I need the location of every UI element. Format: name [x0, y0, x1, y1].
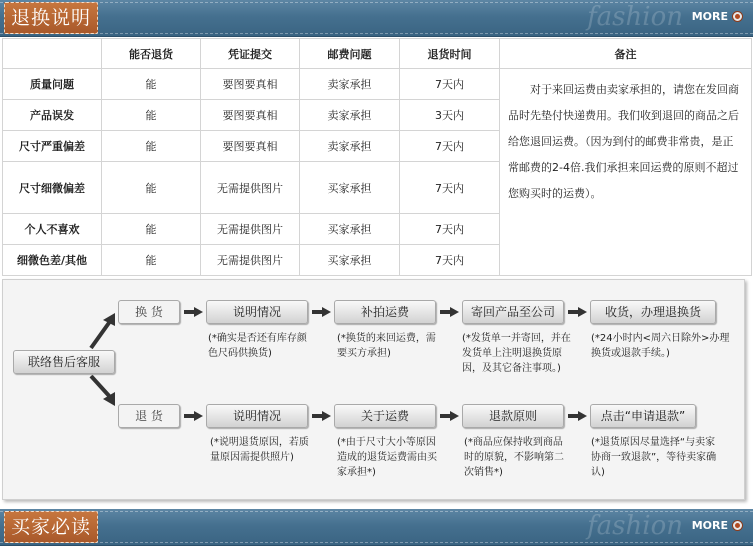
table-cell: 无需提供图片	[201, 245, 300, 276]
arrow-right-icon	[440, 307, 460, 317]
exchange-step-explain: 说明情况	[206, 300, 308, 324]
header-cell	[3, 39, 102, 69]
refund-step-shipping: 关于运费	[334, 404, 436, 428]
row-label: 细微色差/其他	[3, 245, 102, 276]
row-label: 质量问题	[3, 69, 102, 100]
refund-step-principle: 退款原则	[462, 404, 564, 428]
exchange-step-return: 寄回产品至公司	[462, 300, 564, 324]
exchange-note: (*24小时内<周六日除外>办理换货或退款手续。)	[591, 333, 730, 359]
table-cell: 无需提供图片	[201, 214, 300, 245]
header-cell: 退货时间	[400, 39, 500, 69]
note-cell	[500, 69, 752, 276]
exchange-note: (*确实是否还有库存颜色尺码供换货)	[208, 333, 307, 359]
table-cell: 要图要真相	[201, 69, 300, 100]
arrow-right-icon	[568, 411, 588, 421]
more-link[interactable]	[692, 10, 743, 23]
table-cell: 要图要真相	[201, 100, 300, 131]
more-link[interactable]	[692, 519, 743, 532]
refund-step-apply: 点击“申请退款”	[590, 404, 696, 428]
table-cell: 能	[102, 100, 201, 131]
table-cell: 3天内	[400, 100, 500, 131]
exchange-step-shipping: 补拍运费	[334, 300, 436, 324]
section-title: 买家必读	[4, 511, 98, 543]
row-label: 产品误发	[3, 100, 102, 131]
table-cell: 7天内	[400, 162, 500, 214]
contact-service-step: 联络售后客服	[13, 350, 115, 374]
arrow-right-icon	[184, 307, 204, 317]
exchange-step-process: 收货，办理退换货	[590, 300, 716, 324]
header-cell: 凭证提交	[201, 39, 300, 69]
header-cell: 备注	[500, 39, 752, 69]
arrow-right-icon	[312, 411, 332, 421]
more-label[interactable]: MORE	[691, 10, 728, 23]
more-label[interactable]: MORE	[691, 519, 728, 532]
exchange-note: (*发货单一并寄回，并在发货单上注明退换货原因，及其它备注事项。)	[462, 333, 571, 374]
header-cell: 能否退货	[102, 39, 201, 69]
refund-label: 退 货	[118, 404, 180, 428]
note-text: 对于来回运费由卖家承担的，请您在发回商品时先垫付快递费用。我们收到退回的商品之后给您退回运费。（因为到付的邮费非常贵，是正常邮费的2-4倍.我们承担来回运费的原则不超过您购买时的运费）。	[508, 83, 739, 200]
return-policy-table	[2, 38, 752, 276]
arrow-right-icon	[440, 411, 460, 421]
top-banner	[0, 0, 753, 37]
table-cell: 能	[102, 69, 201, 100]
refund-note: (*商品应保持收到商品时的原貌，不影响第二次销售*)	[464, 437, 564, 478]
table-cell: 7天内	[400, 245, 500, 276]
exchange-label: 换 货	[118, 300, 180, 324]
bottom-banner	[0, 509, 753, 546]
table-cell: 7天内	[400, 131, 500, 162]
table-cell: 卖家承担	[300, 131, 400, 162]
table-cell: 卖家承担	[300, 69, 400, 100]
section-title: 退换说明	[4, 2, 98, 34]
after-sales-flowchart	[2, 279, 745, 500]
more-circle-icon[interactable]	[732, 11, 743, 22]
arrow-right-icon	[312, 307, 332, 317]
arrow-right-icon	[184, 411, 204, 421]
watermark-text: fashion	[587, 511, 683, 541]
table-cell: 7天内	[400, 69, 500, 100]
table-cell: 能	[102, 214, 201, 245]
branch-up-line	[91, 320, 111, 348]
refund-note: (*说明退货原因，若质量原因需提供照片)	[210, 437, 309, 463]
table-cell: 7天内	[400, 214, 500, 245]
table-cell: 能	[102, 131, 201, 162]
refund-note: (*由于尺寸大小等原因造成的退货运费需由买家承担*)	[337, 437, 437, 478]
row-label: 尺寸严重偏差	[3, 131, 102, 162]
row-label: 尺寸细微偏差	[3, 162, 102, 214]
table-row	[3, 69, 752, 100]
table-cell: 买家承担	[300, 214, 400, 245]
more-circle-icon[interactable]	[732, 520, 743, 531]
branch-down-line	[91, 376, 111, 398]
exchange-note: (*换货的来回运费，需要买方承担)	[337, 333, 436, 359]
table-cell: 买家承担	[300, 245, 400, 276]
arrow-right-icon	[568, 307, 588, 317]
table-cell: 能	[102, 162, 201, 214]
refund-note: (*退货原因尽量选择“与卖家协商一致退款”，等待卖家确认)	[591, 437, 717, 478]
row-label: 个人不喜欢	[3, 214, 102, 245]
table-cell: 买家承担	[300, 162, 400, 214]
header-cell: 邮费问题	[300, 39, 400, 69]
table-cell: 无需提供图片	[201, 162, 300, 214]
table-header-row	[3, 39, 752, 69]
table-cell: 要图要真相	[201, 131, 300, 162]
table-cell: 能	[102, 245, 201, 276]
table-cell: 卖家承担	[300, 100, 400, 131]
refund-step-explain: 说明情况	[206, 404, 308, 428]
watermark-text: fashion	[587, 2, 683, 32]
